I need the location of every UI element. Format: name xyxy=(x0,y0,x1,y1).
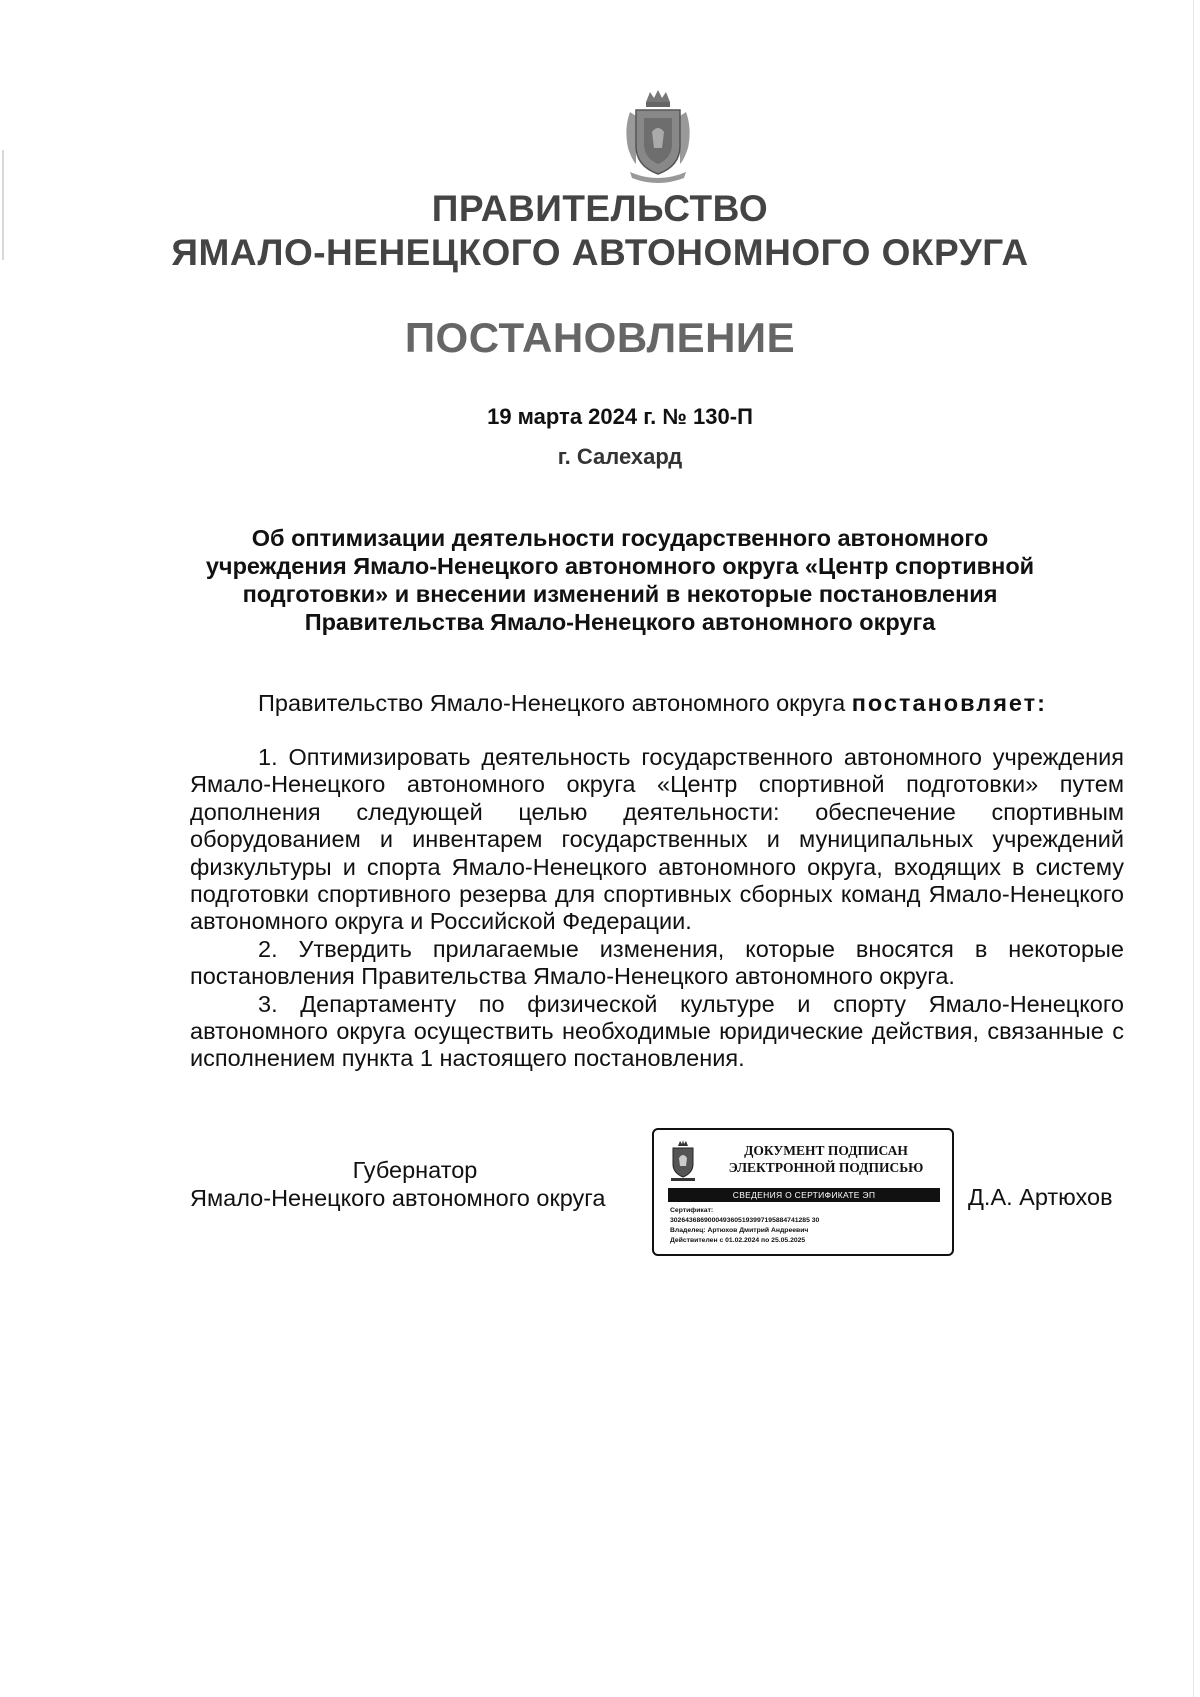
stamp-coat-of-arms-icon xyxy=(668,1140,698,1182)
signer-name: Д.А. Артюхов xyxy=(968,1184,1113,1210)
coat-of-arms-icon xyxy=(620,88,696,184)
electronic-signature-stamp xyxy=(652,1128,954,1256)
stamp-details xyxy=(670,1206,940,1246)
document-title: Об оптимизации деятельности государственного автономного учреждения Ямало-Ненецкого автономного округа «Центр спортивной подготовки» и внесении изменений в некоторые постановления Правительства Ямало-Ненецкого автономного округа xyxy=(205,525,1035,635)
stamp-owner: Владелец: Артюхов Дмитрий Андреевич xyxy=(670,1227,809,1234)
stamp-certificate-bar: СВЕДЕНИЯ О СЕРТИФИКАТЕ ЭП xyxy=(668,1188,940,1202)
stamp-title-line2: ЭЛЕКТРОННОЙ ПОДПИСЬЮ xyxy=(728,1160,924,1175)
signer-position-line2: Ямало-Ненецкого автономного округа xyxy=(190,1185,606,1211)
signer-position-line1: Губернатор xyxy=(352,1157,478,1183)
stamp-certificate-number: 3026436869000493605193997195884741285 30 xyxy=(670,1217,820,1224)
decree-item-2: 2. Утвердить прилагаемые изменения, которые вносятся в некоторые постановления Правительства Ямало-Ненецкого автономного округа. xyxy=(190,935,1124,990)
stamp-title xyxy=(706,1142,946,1176)
decree-body xyxy=(190,744,1124,1073)
stamp-title-line1: ДОКУМЕНТ ПОДПИСАН xyxy=(744,1143,908,1158)
date-and-number: 19 марта 2024 г. № 130-П xyxy=(487,404,753,429)
stamp-certificate-label: Сертификат: xyxy=(670,1207,714,1214)
decree-item-3: 3. Департаменту по физической культуре и спорту Ямало-Ненецкого автономного округа осуществить необходимые юридические действия, связанные с исполнением пункта 1 настоящего постановления. xyxy=(190,990,1124,1072)
government-title-line2: ЯМАЛО-НЕНЕЦКОГО АВТОНОМНОГО ОКРУГА xyxy=(171,232,1029,273)
city: г. Салехард xyxy=(557,444,683,469)
document-type: ПОСТАНОВЛЕНИЕ xyxy=(404,314,796,361)
decree-verb: постановляет: xyxy=(851,690,1047,716)
stamp-validity: Действителен с 01.02.2024 по 25.05.2025 xyxy=(670,1237,806,1244)
decree-line xyxy=(258,690,1047,717)
signer-position xyxy=(190,1156,640,1212)
decree-item-1: 1. Оптимизировать деятельность государственного автономного учреждения Ямало-Ненецкого автономного округа «Центр спортивной подготовки» путем дополнения следующей целью деятельности: обеспечение спортивным оборудованием и инвентарем государственных и муниципальных учреждений физкультуры и спорта Ямало-Ненецкого автономного округа, входящих в систему подготовки спортивного резерва для спортивных сборных команд Ямало-Ненецкого автономного округа и Российской Федерации. xyxy=(190,744,1124,935)
government-title-line1: ПРАВИТЕЛЬСТВО xyxy=(431,188,769,229)
decree-lead: Правительство Ямало-Ненецкого автономного округа xyxy=(258,690,852,716)
